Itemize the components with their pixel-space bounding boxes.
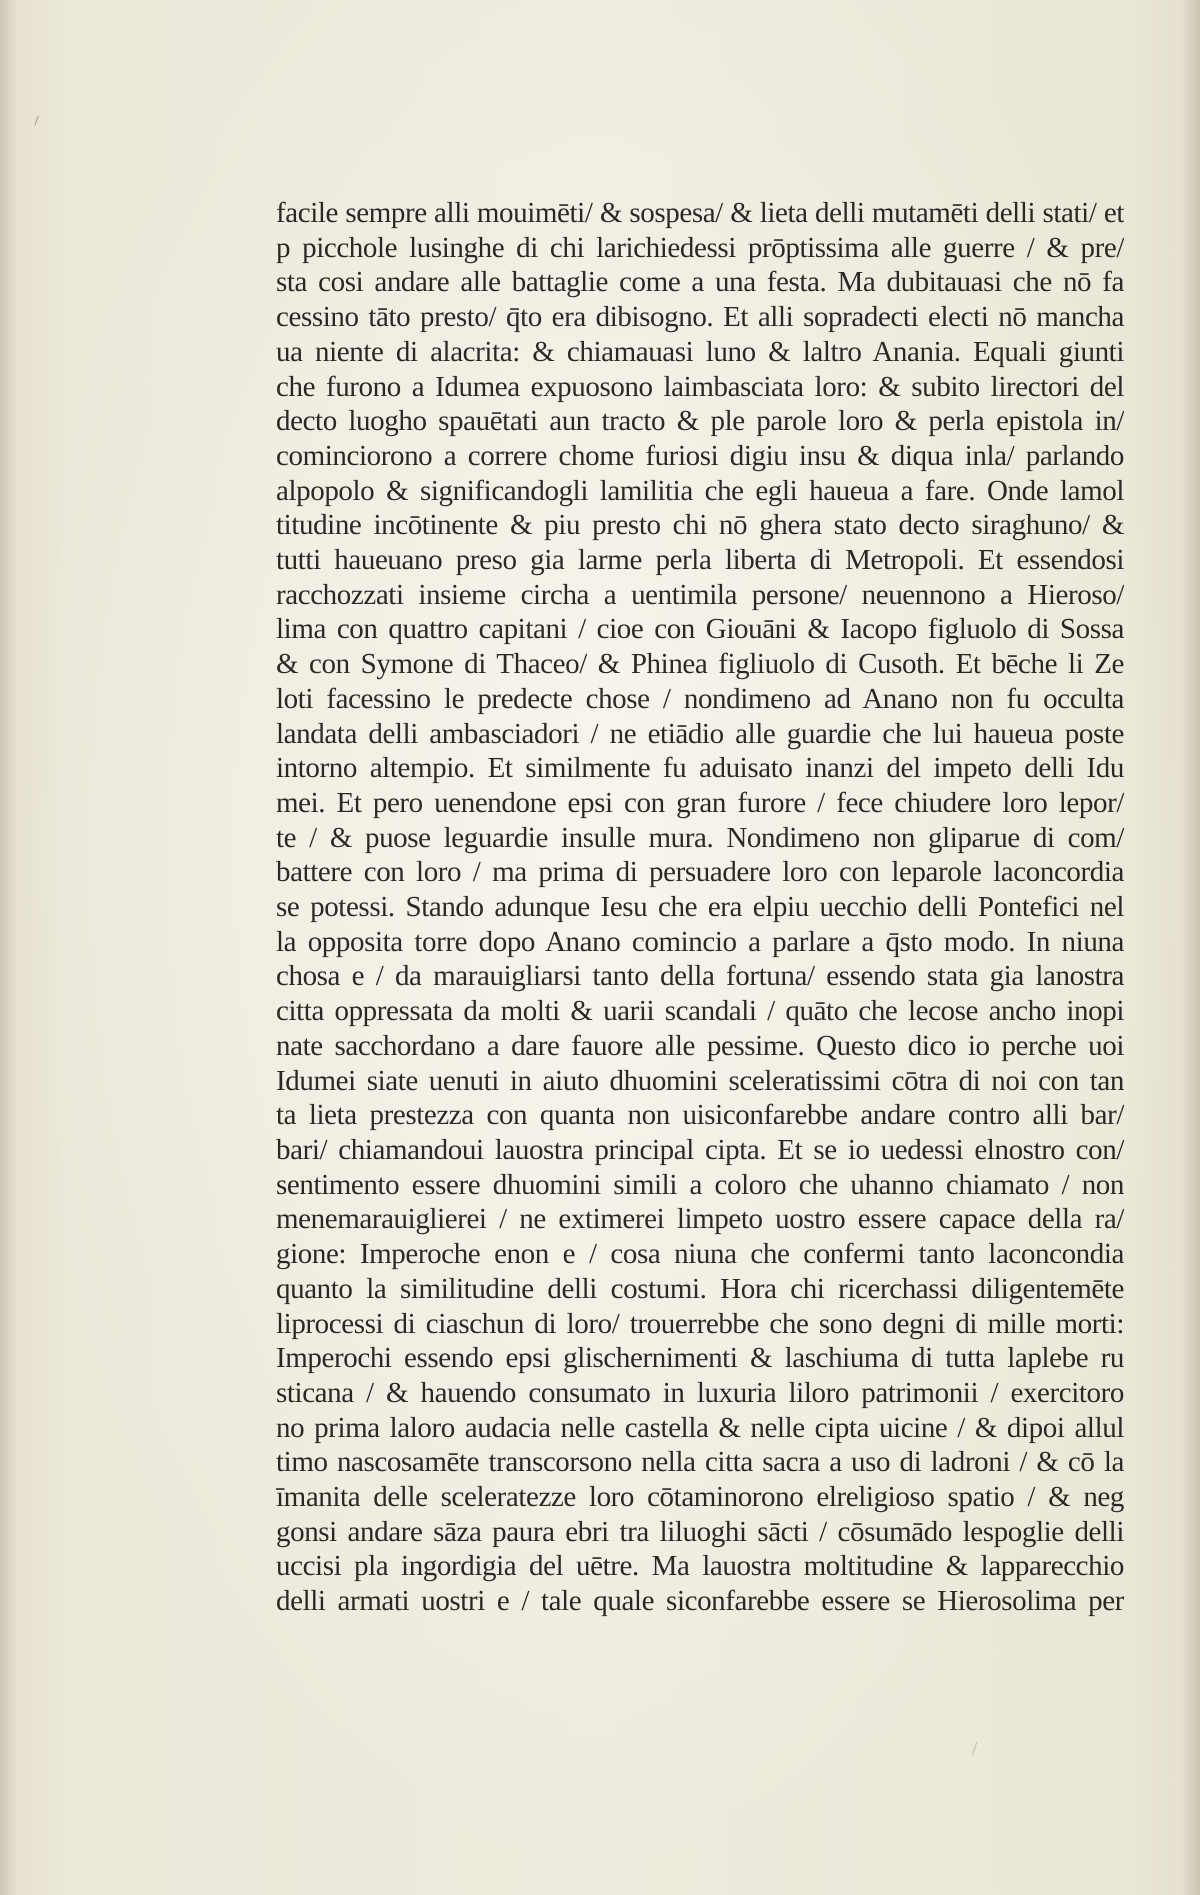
page-right-edge [1182,0,1200,1895]
text-line: la opposita torre dopo Anano comincio a parlare a q̄sto modo. In niuna [276,925,1124,958]
text-line: īmanita delle sceleratezze loro cōtaminorono elreligioso spatio / & neg [276,1481,1124,1514]
text-line: cessino tāto presto/ q̄to era dibisogno. Et alli sopradecti electi nō mancha [276,301,1124,334]
text-line: decto luogho spauētati aun tracto & ple parole loro & perla epistola in/ [276,405,1124,438]
text-block [276,196,1124,1619]
text-line: p picchole lusinghe di chi larichiedessi prōptissima alle guerre / & pre/ [276,231,1124,264]
text-line: battere con loro / ma prima di persuadere loro con leparole laconcordia [276,856,1124,889]
text-line: quanto la similitudine delli costumi. Hora chi ricerchassi diligentemēte [276,1272,1124,1305]
text-line: sticana / & hauendo consumato in luxuria liloro patrimonii / exercitoro [276,1376,1124,1409]
text-line: ua niente di alacrita: & chiamauasi luno & laltro Anania. Equali giunti [276,335,1124,368]
text-line: delli armati uostri e / tale quale siconfarebbe essere se Hierosolima per [276,1585,1124,1618]
text-line: citta oppressata da molti & uarii scandali / quāto che lecose ancho inopi [276,995,1124,1028]
text-line: che furono a Idumea expuosono laimbasciata loro: & subito lirectori del [276,370,1124,403]
text-line: no prima laloro audacia nelle castella & nelle cipta uicine / & dipoi allul [276,1411,1124,1444]
text-line: nate sacchordano a dare fauore alle pessime. Questo dico io perche uoi [276,1029,1124,1062]
text-line: racchozzati insieme circha a uentimila persone/ neuennono a Hieroso/ [276,578,1124,611]
text-line: sentimento essere dhuomini simili a coloro che uhanno chiamato / non [276,1168,1124,1201]
text-line: uccisi pla ingordigia del uētre. Ma lauostra moltitudine & lapparecchio [276,1550,1124,1583]
text-line: gione: Imperoche enon e / cosa niuna che confermi tanto laconcondia [276,1238,1124,1271]
text-line: Imperochi essendo epsi glischernimenti & laschiuma di tutta laplebe ru [276,1342,1124,1375]
text-line: se potessi. Stando adunque Iesu che era elpiu uecchio delli Pontefici nel [276,891,1124,924]
text-line: titudine incōtinente & piu presto chi nō ghera stato decto siraghuno/ & [276,509,1124,542]
text-line: gonsi andare sāza paura ebri tra liluoghi sācti / cōsumādo lespoglie delli [276,1515,1124,1548]
text-line: facile sempre alli mouimēti/ & sospesa/ & lieta delli mutamēti delli stati/ et [276,197,1124,229]
text-line: & con Symone di Thaceo/ & Phinea figliuolo di Cusoth. Et bēche li Ze [276,648,1124,681]
text-line: intorno altempio. Et similmente fu aduisato inanzi del impeto delli Idu [276,752,1124,785]
text-line: tutti haueuano preso gia larme perla liberta di Metropoli. Et essendosi [276,544,1124,577]
text-line: mei. Et pero uenendone epsi con gran furore / fece chiudere loro lepor/ [276,786,1124,819]
text-line: sta cosi andare alle battaglie come a una festa. Ma dubitauasi che nō fa [276,266,1124,299]
ink-speck [34,116,41,127]
text-line: Idumei siate uenuti in aiuto dhuomini sceleratissimi cōtra di noi con tan [276,1064,1124,1097]
text-line: menemarauiglierei / ne extimerei limpeto uostro essere capace della ra/ [276,1203,1124,1236]
text-line: bari/ chiamandoui lauostra principal cipta. Et se io uedessi elnostro con/ [276,1133,1124,1166]
text-line: loti facessino le predecte chose / nondimeno ad Anano non fu occulta [276,682,1124,715]
text-line: te / & puose leguardie insulle mura. Nondimeno non gliparue di com/ [276,821,1124,854]
text-line: liprocessi di ciaschun di loro/ trouerrebbe che sono degni di mille morti: [276,1307,1124,1340]
text-line: chosa e / da marauigliarsi tanto della fortuna/ essendo stata gia lanostra [276,960,1124,993]
text-line: ta lieta prestezza con quanta non uisiconfarebbe andare contro alli bar/ [276,1099,1124,1132]
text-line: cominciorono a correre chome furiosi digiu insu & diqua inla/ parlando [276,439,1124,472]
text-line: alpopolo & significandogli lamilitia che egli haueua a fare. Onde lamol [276,474,1124,507]
page-left-edge [0,0,18,1895]
text-line: lima con quattro capitani / cioe con Giouāni & Iacopo figluolo di Sossa [276,613,1124,646]
text-line: timo nascosamēte transcorsono nella citta sacra a uso di ladroni / & cō la [276,1446,1124,1479]
ink-speck [972,1742,981,1757]
text-line: landata delli ambasciadori / ne etiādio alle guardie che lui haueua poste [276,717,1124,750]
